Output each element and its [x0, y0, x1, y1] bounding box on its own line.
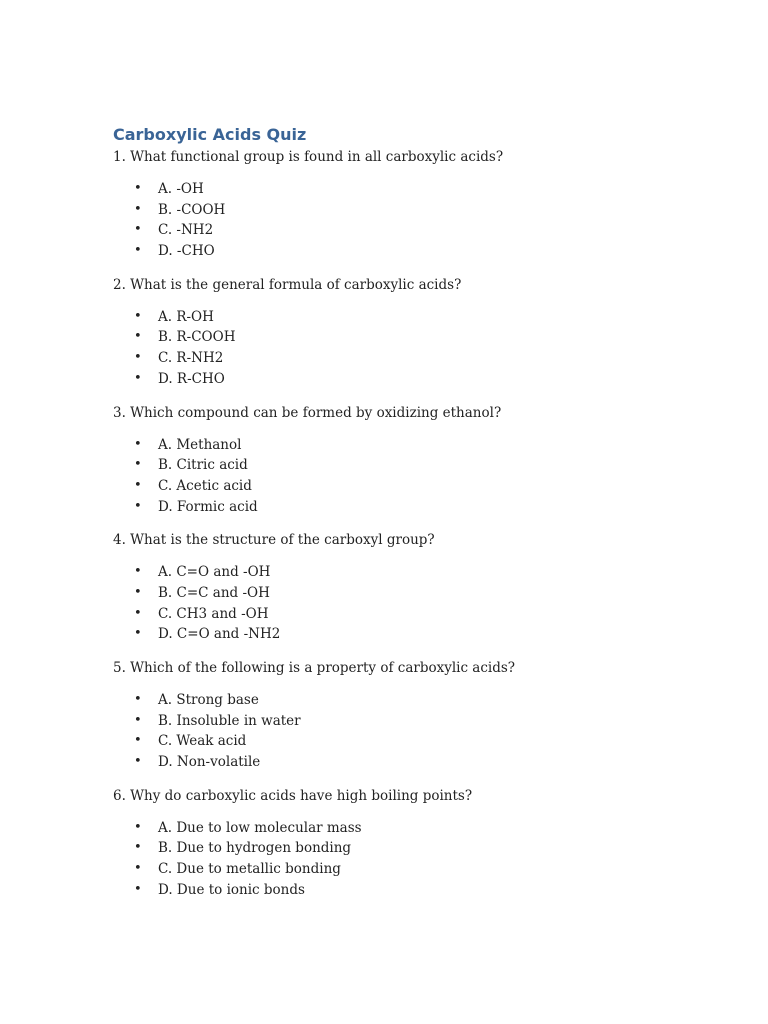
option-label: B. C=C and -OH [158, 584, 270, 601]
option-label: A. R-OH [158, 308, 214, 325]
answer-option [113, 476, 713, 497]
bullet-icon: • [134, 477, 142, 493]
question-1 [113, 146, 713, 262]
answer-option [113, 624, 713, 645]
option-label: C. R-NH2 [158, 350, 224, 367]
option-label: B. Insoluble in water [158, 712, 301, 729]
option-label: D. -CHO [158, 243, 215, 260]
answer-option [113, 220, 713, 241]
bullet-icon: • [134, 840, 142, 856]
option-label: D. Due to ionic bonds [158, 881, 305, 898]
option-label: D. Formic acid [158, 498, 258, 515]
question-text: 6. Why do carboxylic acids have high boiling points? [113, 787, 473, 804]
option-label: B. -COOH [158, 201, 226, 218]
answer-option [113, 497, 713, 518]
question-3 [113, 402, 713, 518]
answer-option [113, 690, 713, 711]
question-text: 4. What is the structure of the carboxyl group? [113, 532, 435, 549]
option-label: C. Due to metallic bonding [158, 861, 341, 878]
option-label: C. Weak acid [158, 733, 247, 750]
answer-option [113, 327, 713, 348]
answer-options [113, 435, 713, 518]
answer-option [113, 455, 713, 476]
document-content [113, 124, 713, 913]
bullet-icon: • [134, 498, 142, 514]
bullet-icon: • [134, 733, 142, 749]
bullet-icon: • [134, 819, 142, 835]
option-label: B. Due to hydrogen bonding [158, 840, 352, 857]
bullet-icon: • [134, 201, 142, 217]
answer-option [113, 307, 713, 328]
answer-option [113, 348, 713, 369]
option-label: B. R-COOH [158, 329, 236, 346]
bullet-icon: • [134, 692, 142, 707]
answer-options [113, 818, 713, 901]
answer-option [113, 880, 713, 901]
answer-option [113, 200, 713, 221]
bullet-icon: • [134, 861, 142, 877]
option-label: A. Methanol [158, 436, 242, 453]
bullet-icon: • [134, 243, 142, 259]
answer-option [113, 369, 713, 390]
option-label: C. Acetic acid [158, 477, 252, 494]
bullet-icon: • [134, 605, 142, 621]
answer-option [113, 731, 713, 752]
document-title: Carboxylic Acids Quiz [113, 125, 307, 144]
bullet-icon: • [134, 350, 142, 366]
answer-option [113, 435, 713, 456]
question-5 [113, 657, 713, 773]
bullet-icon: • [134, 584, 142, 600]
answer-options [113, 179, 713, 262]
bullet-icon: • [134, 308, 142, 324]
option-label: A. C=O and -OH [158, 564, 271, 581]
answer-option [113, 583, 713, 604]
option-label: C. -NH2 [158, 222, 214, 239]
bullet-icon: • [134, 712, 142, 728]
answer-option [113, 562, 713, 583]
option-label: D. C=O and -NH2 [158, 626, 281, 643]
option-label: D. R-CHO [158, 370, 225, 387]
question-4 [113, 529, 713, 645]
option-label: B. Citric acid [158, 457, 248, 474]
option-label: C. CH3 and -OH [158, 605, 269, 622]
bullet-icon: • [134, 626, 142, 642]
question-text: 2. What is the general formula of carboxylic acids? [113, 276, 462, 293]
answer-option [113, 711, 713, 732]
bullet-icon: • [134, 754, 142, 770]
answer-option [113, 604, 713, 625]
question-2 [113, 274, 713, 390]
bullet-icon: • [134, 436, 142, 452]
answer-options [113, 690, 713, 773]
option-label: A. -OH [158, 181, 204, 197]
answer-options [113, 562, 713, 645]
answer-option [113, 752, 713, 773]
answer-options [113, 307, 713, 390]
answer-option [113, 241, 713, 262]
question-text: 1. What functional group is found in all carboxylic acids? [113, 149, 504, 165]
answer-option [113, 859, 713, 880]
bullet-icon: • [134, 222, 142, 238]
bullet-icon: • [134, 329, 142, 345]
option-label: A. Due to low molecular mass [158, 819, 362, 836]
question-text: 3. Which compound can be formed by oxidizing ethanol? [113, 404, 502, 421]
option-label: A. Strong base [158, 692, 259, 708]
bullet-icon: • [134, 457, 142, 473]
question-text: 5. Which of the following is a property of carboxylic acids? [113, 660, 516, 676]
option-label: D. Non-volatile [158, 754, 261, 771]
bullet-icon: • [134, 564, 142, 580]
question-6 [113, 785, 713, 901]
answer-option [113, 838, 713, 859]
bullet-icon: • [134, 370, 142, 386]
answer-option [113, 818, 713, 839]
bullet-icon: • [134, 181, 142, 196]
answer-option [113, 179, 713, 200]
bullet-icon: • [134, 881, 142, 897]
